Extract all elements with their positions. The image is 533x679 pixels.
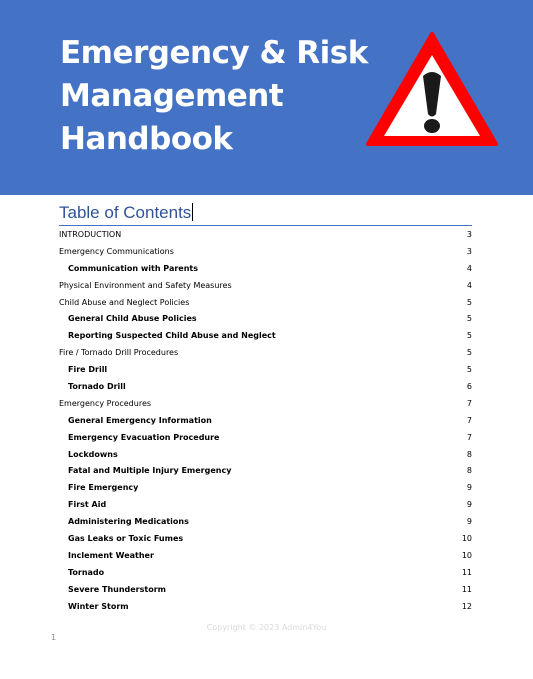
toc-entry[interactable] [59, 395, 472, 412]
toc-entry[interactable] [59, 294, 472, 311]
toc-entry[interactable] [59, 344, 472, 361]
toc-entry-page: 7 [466, 432, 472, 442]
toc-entry[interactable] [59, 412, 472, 429]
toc-entry[interactable] [59, 277, 472, 294]
toc-entry-title: Winter Storm [68, 601, 129, 611]
copyright-footer: Copyright © 2023 Admin4You [206, 623, 327, 632]
toc-entry-title: Physical Environment and Safety Measures [59, 280, 232, 290]
toc-entry[interactable] [59, 446, 472, 463]
title-line: Management [60, 78, 284, 114]
toc-entry-title: Emergency Evacuation Procedure [68, 432, 220, 442]
toc-entry[interactable] [59, 462, 472, 479]
toc-entry-title: INTRODUCTION [59, 229, 122, 239]
title-line: Emergency & Risk [60, 35, 368, 71]
text-cursor [192, 203, 193, 221]
toc-entry[interactable] [59, 547, 472, 564]
toc-entry-page: 11 [461, 584, 472, 594]
document-title [60, 32, 368, 161]
toc-entry[interactable] [59, 378, 472, 395]
toc-entry-page: 3 [466, 246, 472, 256]
toc-entry-title: Lockdowns [68, 449, 118, 459]
toc-entry-title: Child Abuse and Neglect Policies [59, 297, 190, 307]
toc-entry-title: Tornado [68, 567, 105, 577]
toc-entry-page: 6 [466, 381, 472, 391]
toc-entry-title: Inclement Weather [68, 550, 154, 560]
toc-entry-title: General Child Abuse Policies [68, 314, 197, 324]
page-number: 1 [51, 633, 57, 642]
toc-entry-page: 4 [466, 280, 472, 290]
toc-entry[interactable] [59, 598, 472, 615]
toc-entry[interactable] [59, 226, 472, 243]
toc-entry[interactable] [59, 581, 472, 598]
toc-entry-title: Fire / Tornado Drill Procedures [59, 348, 179, 358]
toc-entry-title: Emergency Communications [59, 246, 174, 256]
toc-entry-page: 9 [466, 483, 472, 493]
toc-entry-page: 12 [461, 601, 472, 611]
toc-entry-title: Fire Emergency [68, 483, 139, 493]
toc-entry[interactable] [59, 243, 472, 260]
toc-entry[interactable] [59, 429, 472, 446]
toc-entry-page: 5 [466, 365, 472, 375]
toc-entry-title: Fatal and Multiple Injury Emergency [68, 466, 232, 476]
toc-entry[interactable] [59, 260, 472, 277]
toc-entry[interactable] [59, 496, 472, 513]
toc-entry[interactable] [59, 361, 472, 378]
toc-entry-page: 10 [461, 533, 472, 543]
toc-entry-page: 10 [461, 550, 472, 560]
toc-entry-title: Emergency Procedures [59, 398, 152, 408]
warning-triangle-icon [364, 30, 500, 148]
toc-entry-page: 8 [466, 449, 472, 459]
table-of-contents [59, 226, 472, 614]
toc-entry-page: 7 [466, 398, 472, 408]
toc-entry-page: 5 [466, 331, 472, 341]
toc-entry-page: 9 [466, 517, 472, 527]
toc-entry[interactable] [59, 479, 472, 496]
toc-entry-page: 5 [466, 297, 472, 307]
title-line: Handbook [60, 121, 233, 157]
toc-entry[interactable] [59, 530, 472, 547]
toc-entry-page: 3 [466, 229, 472, 239]
toc-entry-page: 4 [466, 263, 472, 273]
toc-entry[interactable] [59, 310, 472, 327]
toc-entry-page: 5 [466, 314, 472, 324]
toc-entry-page: 5 [466, 348, 472, 358]
toc-entry-title: Gas Leaks or Toxic Fumes [68, 533, 184, 543]
toc-entry-title: Severe Thunderstorm [68, 584, 166, 594]
toc-entry[interactable] [59, 327, 472, 344]
toc-entry[interactable] [59, 564, 472, 581]
toc-entry-title: Administering Medications [68, 517, 189, 527]
toc-heading: Table of Contents [59, 202, 472, 226]
header-banner [0, 0, 533, 195]
toc-entry-title: First Aid [68, 500, 107, 510]
toc-entry-page: 9 [466, 500, 472, 510]
toc-entry-page: 7 [466, 415, 472, 425]
toc-entry-page: 8 [466, 466, 472, 476]
toc-entry-title: Fire Drill [68, 365, 108, 375]
toc-entry-title: Communication with Parents [68, 263, 198, 273]
toc-entry[interactable] [59, 513, 472, 530]
toc-entry-title: Reporting Suspected Child Abuse and Neglect [68, 331, 276, 341]
toc-entry-page: 11 [461, 567, 472, 577]
toc-entry-title: Tornado Drill [68, 381, 126, 391]
toc-entry-title: General Emergency Information [68, 415, 212, 425]
